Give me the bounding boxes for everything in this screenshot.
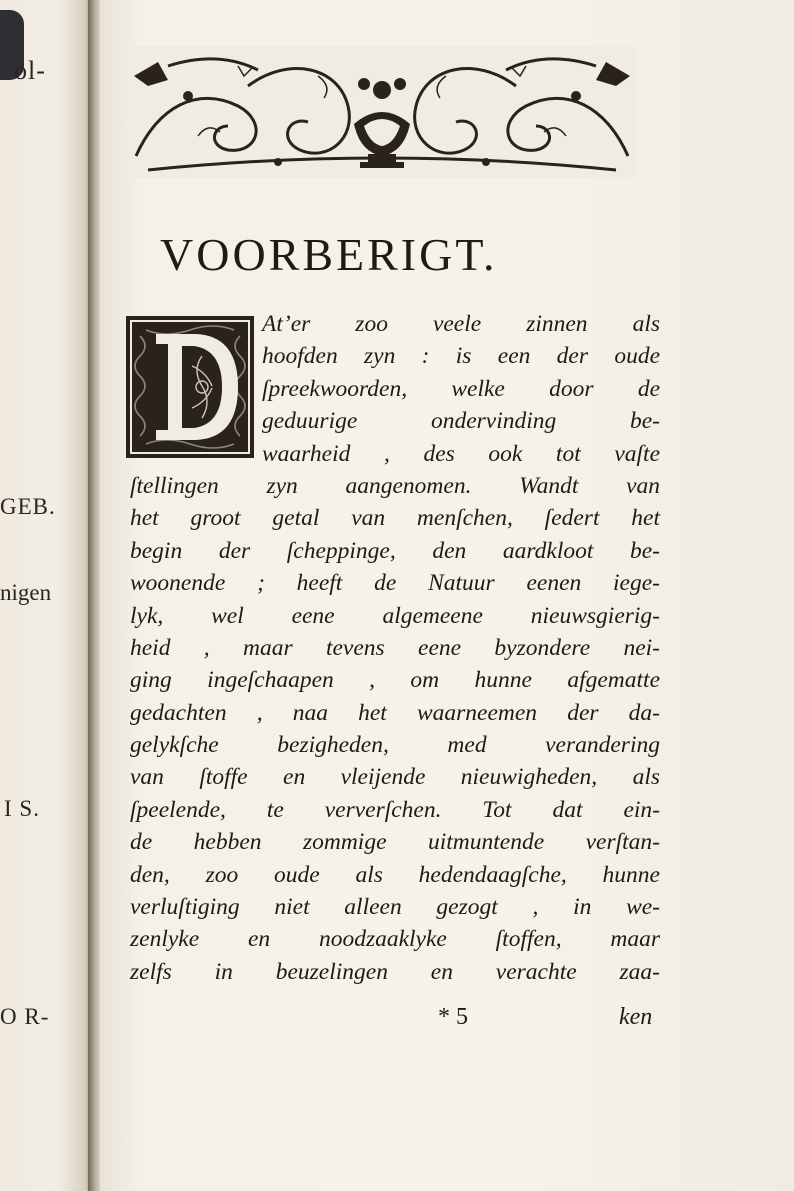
signature-mark: * 5 [438,1004,468,1030]
headpiece-ornament [128,46,636,178]
text-line-6: ſtellingen zyn aangenomen. Wandt van [130,472,660,499]
text-line-5: waarheid , des ook tot vaſte [262,440,660,467]
text-line-18: den, zoo oude als hedendaagſche, hunne [130,861,660,888]
text-line-9: woonende ; heeft de Natuur eenen iege- [130,570,660,597]
text-line-12: ging ingeſchaapen , om hunne afgematte [130,667,660,694]
text-line-11: heid , maar tevens eene byzondere nei- [130,634,660,661]
left-fragment-5: O R- [0,1004,50,1029]
text-line-1: At’er zoo veele zinnen als [262,311,660,337]
text-line-21: zelfs in beuzelingen en verachte zaa- [130,958,660,985]
page-title: VOORBERIGT. [160,229,498,280]
text-line-19: verluſtiging niet alleen gezogt , in we- [130,894,660,921]
text-line-13: gedachten , naa het waarneemen der da- [130,699,660,726]
text-line-20: zenlyke en noodzaaklyke ſtoffen, maar [130,926,660,953]
text-line-8: begin der ſcheppinge, den aardkloot be- [130,537,660,564]
text-line-10: lyk, wel eene algemeene nieuwsgierig- [130,602,660,629]
left-fragment-2: GEB. [0,494,56,519]
catchword: ken [619,1004,653,1030]
text-line-2: hoofden zyn : is een der oude [262,343,660,370]
text-line-14: gelykſche bezigheden, med verandering [130,732,660,759]
text-line-7: het groot getal van menſchen, ſedert het [130,505,660,532]
text-line-4: geduurige ondervinding be- [262,408,660,435]
text-line-3: ſpreekwoorden, welke door de [262,375,660,402]
right-page [100,0,794,1191]
left-fragment-1: ol- [14,56,46,85]
decorated-initial [126,316,254,458]
text-line-15: van ſtoffe en vleijende nieuwigheden, als [130,764,660,791]
left-fragment-3: nigen [0,580,52,605]
text-line-17: de hebben zommige uitmuntende verſtan- [130,829,660,856]
text-line-16: ſpeelende, te ververſchen. Tot dat ein- [130,796,660,823]
left-page [0,0,96,1191]
left-fragment-4: I S. [4,796,40,821]
